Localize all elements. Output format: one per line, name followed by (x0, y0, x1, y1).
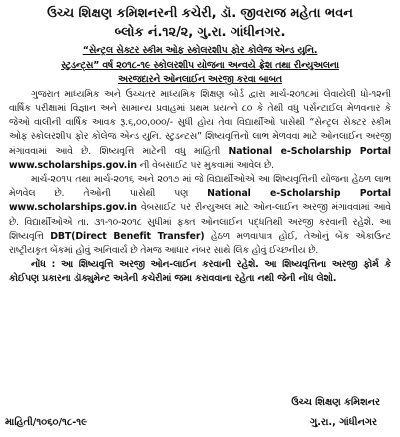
para1-tail: ની વેબસાઈટ પર મુકવામાં આવેલ છે. (139, 159, 274, 171)
office-header (9, 4, 391, 42)
paragraph-fresh-applicants (9, 88, 391, 173)
signatory-title: ઉચ્ચ શિક્ષણ કમિશનર (291, 397, 380, 408)
para1-text: ગુજરાત માધ્યમિક અને ઉચ્ચતર માધ્યમિક શિક્ષણ બોર્ડ દ્વારા માર્ચ-૨૦૧૮માં લેવાયેલી ધો-૧૨ની વાર્ષિક પરીક્ષામાં વિજ્ઞાન અને સામાન્ય પ્રવાહમાં પ્રથમ પ્રયત્ને ૮૦ કે તેથી વધુ પર્સન્ટાઈલ મેળવનાર કે જેઓ વાલીની વાર્ષિક આવક રૂ.૬,૦૦,૦૦૦/- સુધી હોય તેવા વિદ્યાર્થીઓ પાસેથી “સેન્ટ્રલ સેક્ટર સ્કીમ ઓફ સ્કોલરશીપ ફોર કોલેજ એન્ડ યુનિ. સ્ટુડન્ટસ” શિષ્યવૃત્તિનો લાભ મેળવવા માટે ઓનલાઈન અરજી મંગાવવામાં આવે છે. શિષ્યવૃત્તિ માટેની વધુ માહિતી (9, 88, 391, 157)
para1-portal-name: National e-Scholarship Portal (228, 145, 391, 157)
note-text: નોંધ : આ શિષ્યવૃત્તિ અરજી ઓન-લાઈન કરવાની રહેશે. આ શિષ્યવૃત્તિના અરજી ફોર્મ કે કોઈપણ પ્રકારના ડૉક્યુમેન્ટ અત્રેની કચેરીમાં જમા કરાવવાના રહેતા નથી જેની નોંધ લેશો. (9, 259, 391, 285)
para1-website-link[interactable]: www.scholarships.gov.in (9, 159, 137, 171)
para2-mid: વેબસાઈટ પર રીન્યુઅલ માટે ઓન-લાઈન અરજી મંગાવવામાં આવે છે. વિદ્યાર્થીઓએ તા. ૩૧-૧૦-૨૦૧૮ સુધીમાં ફક્ત ઓનલાઈન પદ્ધતિથી અરજી કરવાની રહેશે. આ શિષ્યવૃત્તિ (9, 202, 392, 242)
para2-portal-name: National e-Scholarship Portal (207, 188, 392, 200)
reference-number: માહિતી/૧૦૬૦/૧૮-૧૯ (5, 417, 87, 428)
para2-website-link[interactable]: www.scholarships.gov.in (9, 202, 137, 214)
subject-line-3: અરજદારને ઓનલાઈન અરજી કરવા બાબત (118, 74, 282, 86)
subject-line-2: સ્ટુડન્ટ્સ” વર્ષ ૨૦૧૮-૧૯ સ્કોલરશીપ યોજના અન્વયે ફ્રેશ તથા રીન્યુઅલના (61, 59, 339, 71)
paragraph-renewal-applicants (9, 173, 391, 258)
subject-line-1: “સેન્ટ્રલ સેક્ટર સ્કીમ ઓફ સ્કોલરશીપ ફોર કોલેજ એન્ડ યુનિ. (82, 45, 318, 56)
para2-dbt: DBT(Direct Benefit Transfer) (50, 230, 205, 242)
office-address: બ્લોક નં.૧૨/૨, ગુ.રા. ગાંધીનગર. (114, 25, 286, 40)
note-paragraph (9, 258, 391, 286)
notice-subject (9, 44, 391, 88)
office-name: ઉચ્ચ શિક્ષણ કમિશનરની કચેરી, ડૉ. જીવરાજ મહેતા ભવન (47, 6, 353, 21)
para2-text: માર્ચ-૨૦૧૫ તથા માર્ચ-૨૦૧૬ અને ૨૦૧૭ માં જે વિદ્યાર્થીઓએ આ શિષ્યવૃત્તિની યોજના હેઠળ લાભ મેળવેલ છે. તેઓની પાસેથી પણ (9, 174, 391, 200)
notice-footer (5, 417, 385, 428)
signatory-place: ગુ.રા., ગાંધીનગર (310, 417, 377, 428)
para2-tail: હેઠળ મળવાપાત્ર હોઈ, તેઓનું બેંક એકાઉન્ટ રાષ્ટ્રીયકૃત બેંકમાં હોવું અનિવાર્ય છે તેમજ આધાર નંબર સાથે લિંક હોવું ઈચ્છનીય છે. (9, 230, 391, 257)
